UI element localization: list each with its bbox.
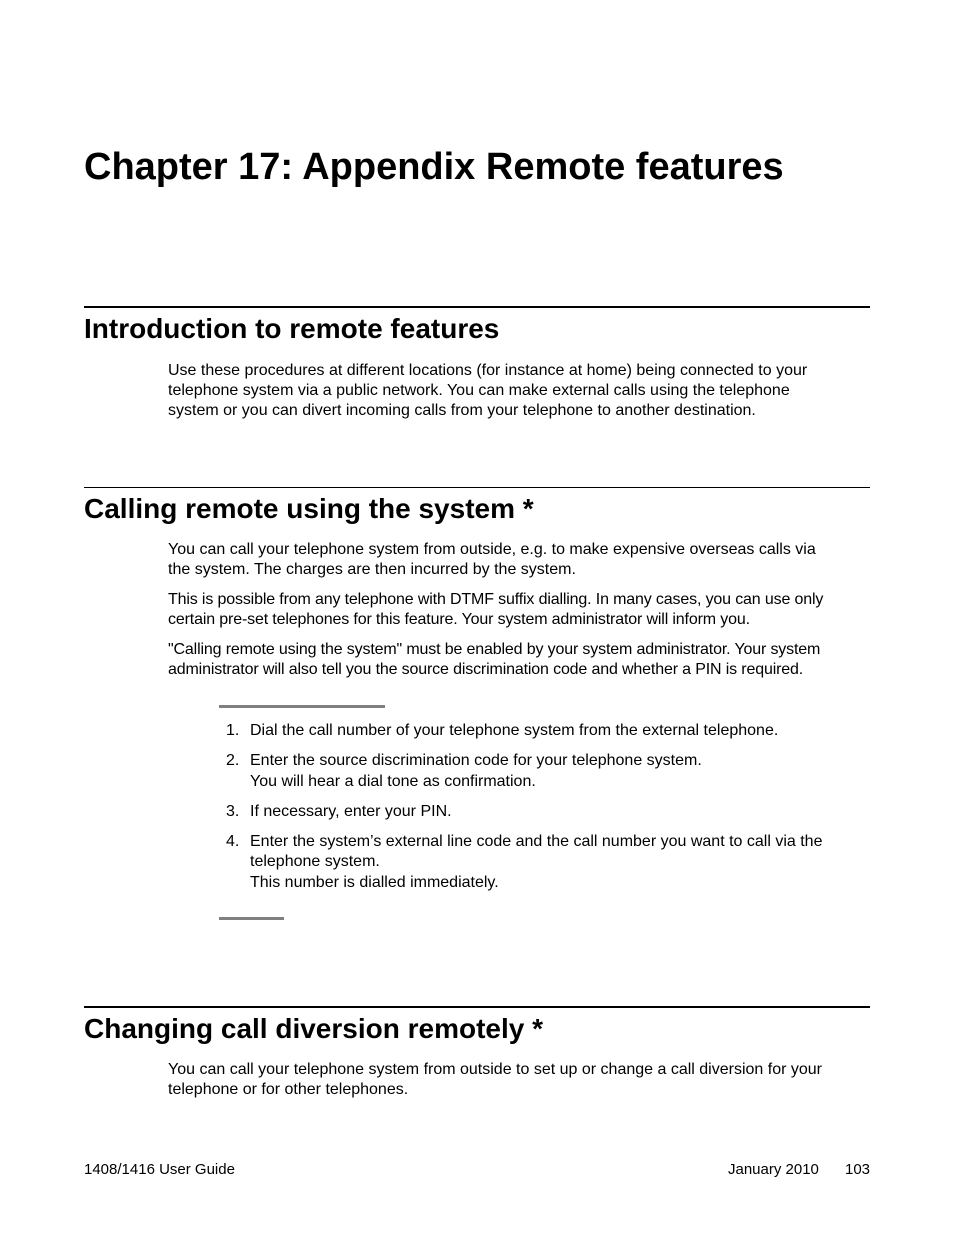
procedure-end-bar <box>219 917 284 920</box>
section-divider <box>84 1006 870 1008</box>
text-line: the system. The charges are then incurred by the system. <box>168 561 576 578</box>
text-line: telephone or for other telephones. <box>168 1081 409 1098</box>
calling-paragraph-3 <box>168 640 872 680</box>
text-line: Use these procedures at different locations (for instance at home) being connected to your <box>168 362 808 379</box>
text-line: administrator will also tell you the source discrimination code and whether a PIN is required. <box>168 661 804 678</box>
step-text: telephone system. <box>250 853 380 870</box>
procedure-start-bar <box>219 705 385 708</box>
footer-guide-title: 1408/1416 User Guide <box>84 1161 235 1178</box>
step-text: Enter the source discrimination code for your telephone system. <box>250 752 702 769</box>
section-divider <box>84 487 870 488</box>
section-heading-introduction: Introduction to remote features <box>84 313 500 344</box>
diversion-paragraph <box>168 1060 872 1100</box>
step-number: 3. <box>226 802 240 820</box>
text-line: You can call your telephone system from outside to set up or change a call diversion for your <box>168 1061 822 1078</box>
text-line: telephone system via a public network. You can make external calls using the telephone <box>168 382 790 399</box>
step-number: 1. <box>226 722 240 739</box>
procedure-step <box>226 751 876 792</box>
intro-paragraph <box>168 361 872 421</box>
step-number: 2. <box>226 752 240 769</box>
calling-paragraph-1 <box>168 540 872 580</box>
text-line: certain pre-set telephones for this feature. Your system administrator will inform you. <box>168 611 750 628</box>
section-divider <box>84 306 870 308</box>
procedure-steps <box>226 721 876 903</box>
step-number: 4. <box>226 832 240 850</box>
footer-page-number: 103 <box>845 1161 871 1178</box>
procedure-step <box>226 802 876 823</box>
text-line: This is possible from any telephone with DTMF suffix dialling. In many cases, you can use only <box>168 591 824 608</box>
step-text: If necessary, enter your PIN. <box>250 802 452 820</box>
chapter-title: Chapter 17: Appendix Remote features <box>84 146 784 188</box>
calling-paragraph-2 <box>168 590 872 630</box>
text-line: "Calling remote using the system" must be enabled by your system administrator. Your system <box>168 641 821 658</box>
step-text: Dial the call number of your telephone system from the external telephone. <box>250 722 779 739</box>
step-text: Enter the system’s external line code and the call number you want to call via the <box>250 832 823 850</box>
footer-date: January 2010 <box>728 1161 819 1178</box>
text-line: system or you can divert incoming calls from your telephone to another destination. <box>168 402 756 419</box>
procedure-step <box>226 721 876 742</box>
section-heading-calling-remote: Calling remote using the system * <box>84 493 534 524</box>
section-heading-call-diversion: Changing call diversion remotely * <box>84 1013 544 1044</box>
procedure-step <box>226 832 876 894</box>
step-result: You will hear a dial tone as confirmation. <box>250 772 536 790</box>
step-result: This number is dialled immediately. <box>250 873 499 891</box>
text-line: You can call your telephone system from outside, e.g. to make expensive overseas calls via <box>168 541 816 558</box>
